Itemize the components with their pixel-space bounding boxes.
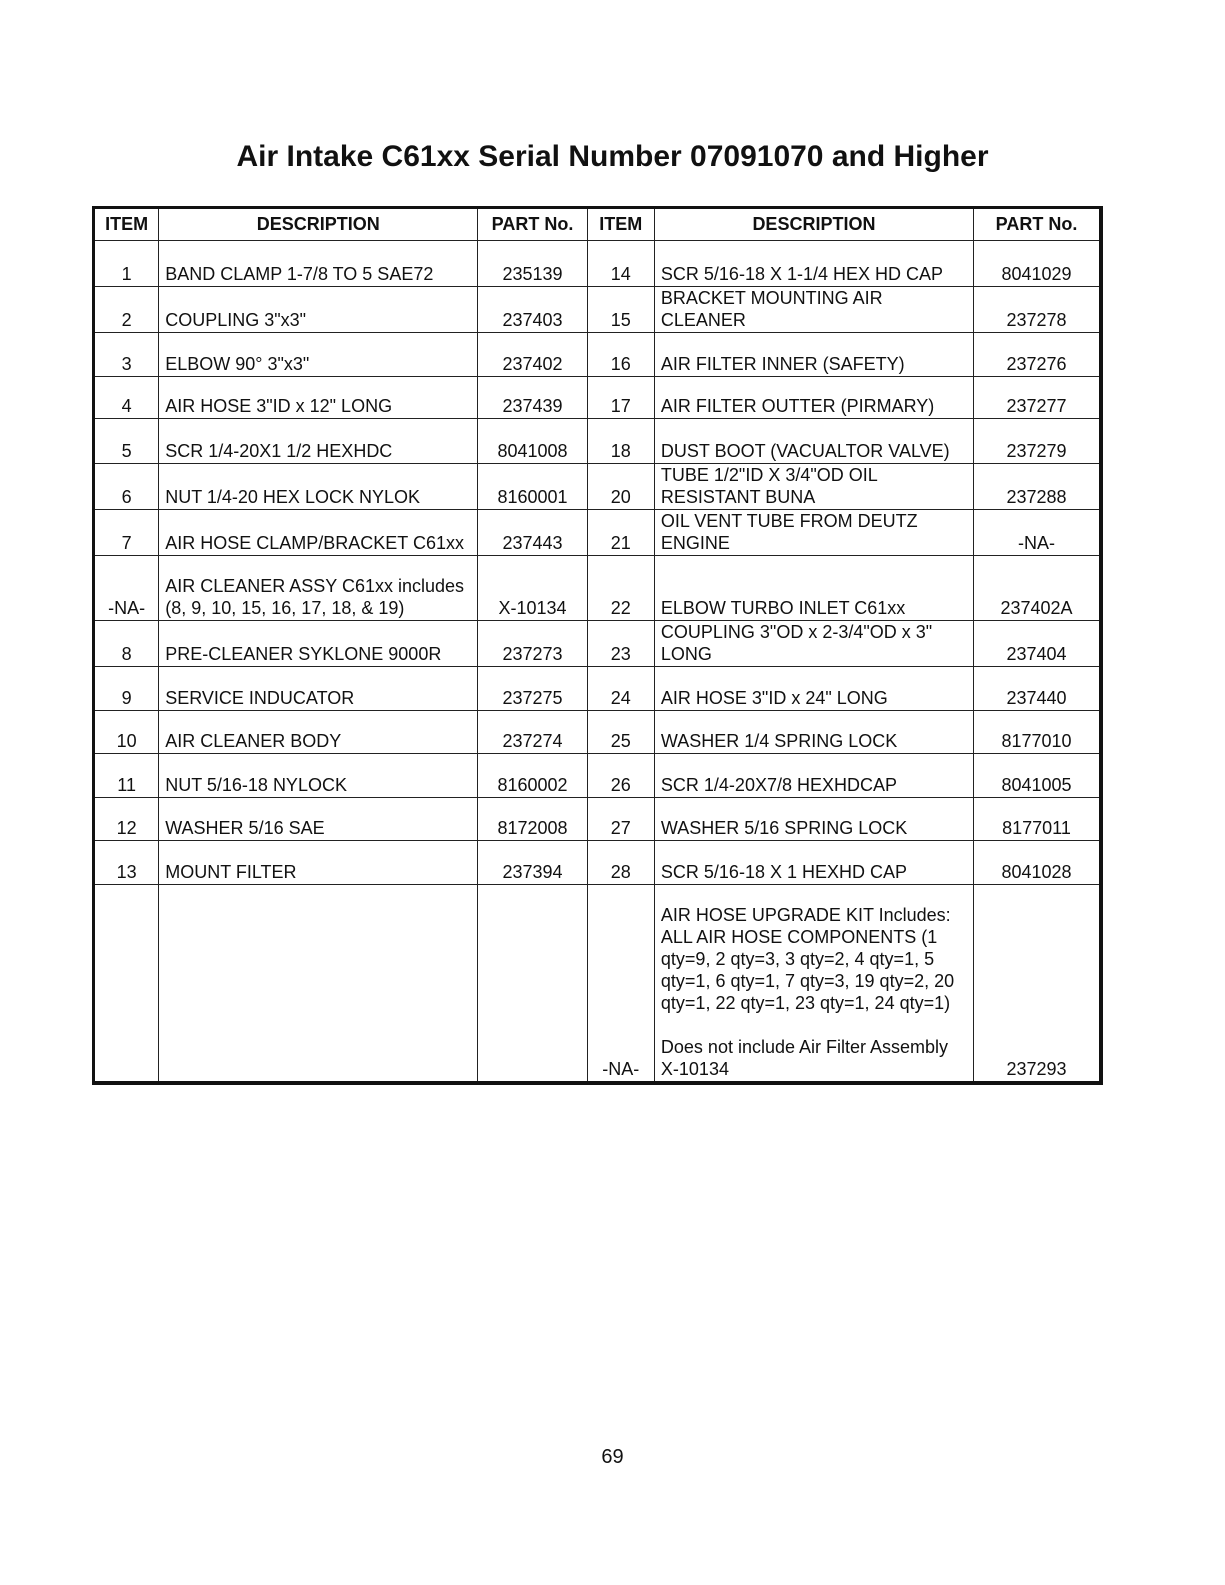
- description: MOUNT FILTER: [159, 841, 478, 885]
- table-row: [94, 464, 1102, 510]
- part-number: 237443: [478, 510, 587, 556]
- table-row: [94, 798, 1102, 841]
- part-number: 8160002: [478, 754, 587, 798]
- part-number: 237402A: [974, 556, 1102, 621]
- item-number: 2: [94, 287, 159, 333]
- item-number: 24: [587, 667, 654, 711]
- item-number: 16: [587, 333, 654, 377]
- table-row: [94, 510, 1102, 556]
- part-number: 237275: [478, 667, 587, 711]
- description: BAND CLAMP 1-7/8 TO 5 SAE72: [159, 241, 478, 287]
- item-number: 11: [94, 754, 159, 798]
- item-number: 3: [94, 333, 159, 377]
- part-number: 237404: [974, 621, 1102, 667]
- part-number: 237278: [974, 287, 1102, 333]
- part-number: 237277: [974, 377, 1102, 419]
- item-number: -NA-: [94, 556, 159, 621]
- item-number: 23: [587, 621, 654, 667]
- header-item: ITEM: [94, 208, 159, 241]
- part-number: 8041008: [478, 419, 587, 464]
- description: AIR CLEANER BODY: [159, 711, 478, 754]
- part-number: 237293: [974, 885, 1102, 1083]
- part-number: 8041005: [974, 754, 1102, 798]
- description: AIR HOSE 3"ID x 24" LONG: [654, 667, 973, 711]
- item-number: 9: [94, 667, 159, 711]
- table-row: [94, 711, 1102, 754]
- part-number: 237439: [478, 377, 587, 419]
- parts-table: [92, 206, 1103, 1085]
- part-number: 237402: [478, 333, 587, 377]
- table-header-row: [94, 208, 1102, 241]
- header-description: DESCRIPTION: [159, 208, 478, 241]
- header-part-no: PART No.: [478, 208, 587, 241]
- table-row: [94, 241, 1102, 287]
- header-item: ITEM: [587, 208, 654, 241]
- item-number: 18: [587, 419, 654, 464]
- part-number: 8177011: [974, 798, 1102, 841]
- part-number: 237288: [974, 464, 1102, 510]
- item-number: 12: [94, 798, 159, 841]
- item-number: 10: [94, 711, 159, 754]
- description: SERVICE INDUCATOR: [159, 667, 478, 711]
- item-number: 27: [587, 798, 654, 841]
- item-number: 8: [94, 621, 159, 667]
- header-description: DESCRIPTION: [654, 208, 973, 241]
- description: AIR FILTER OUTTER (PIRMARY): [654, 377, 973, 419]
- description: ELBOW TURBO INLET C61xx: [654, 556, 973, 621]
- table-row: [94, 754, 1102, 798]
- table-row: [94, 885, 1102, 1083]
- description: NUT 1/4-20 HEX LOCK NYLOK: [159, 464, 478, 510]
- description: COUPLING 3"x3": [159, 287, 478, 333]
- item-number: 1: [94, 241, 159, 287]
- table-row: [94, 287, 1102, 333]
- description: BRACKET MOUNTING AIR CLEANER: [654, 287, 973, 333]
- item-number: 5: [94, 419, 159, 464]
- part-number: 235139: [478, 241, 587, 287]
- part-number: 237273: [478, 621, 587, 667]
- part-number: 237440: [974, 667, 1102, 711]
- item-number: 28: [587, 841, 654, 885]
- table-row: [94, 841, 1102, 885]
- part-number: -NA-: [974, 510, 1102, 556]
- table-row: [94, 667, 1102, 711]
- description: PRE-CLEANER SYKLONE 9000R: [159, 621, 478, 667]
- part-number: 8160001: [478, 464, 587, 510]
- part-number: 237276: [974, 333, 1102, 377]
- table-row: [94, 377, 1102, 419]
- table-row: [94, 333, 1102, 377]
- part-number: 8041028: [974, 841, 1102, 885]
- table-row: [94, 419, 1102, 464]
- part-number: 237279: [974, 419, 1102, 464]
- item-number: [94, 885, 159, 1083]
- item-number: 4: [94, 377, 159, 419]
- description: SCR 5/16-18 X 1-1/4 HEX HD CAP: [654, 241, 973, 287]
- item-number: 6: [94, 464, 159, 510]
- description: OIL VENT TUBE FROM DEUTZ ENGINE: [654, 510, 973, 556]
- part-number: 237403: [478, 287, 587, 333]
- part-number: 8177010: [974, 711, 1102, 754]
- item-number: 7: [94, 510, 159, 556]
- description: COUPLING 3"OD x 2-3/4"OD x 3" LONG: [654, 621, 973, 667]
- description: NUT 5/16-18 NYLOCK: [159, 754, 478, 798]
- part-number: 8172008: [478, 798, 587, 841]
- description: DUST BOOT (VACUALTOR VALVE): [654, 419, 973, 464]
- item-number: 25: [587, 711, 654, 754]
- description: AIR FILTER INNER (SAFETY): [654, 333, 973, 377]
- item-number: 21: [587, 510, 654, 556]
- description: AIR HOSE 3"ID x 12" LONG: [159, 377, 478, 419]
- description: SCR 5/16-18 X 1 HEXHD CAP: [654, 841, 973, 885]
- description: SCR 1/4-20X7/8 HEXHDCAP: [654, 754, 973, 798]
- item-number: 13: [94, 841, 159, 885]
- item-number: 26: [587, 754, 654, 798]
- item-number: -NA-: [587, 885, 654, 1083]
- description: WASHER 5/16 SPRING LOCK: [654, 798, 973, 841]
- part-number: 8041029: [974, 241, 1102, 287]
- description: SCR 1/4-20X1 1/2 HEXHDC: [159, 419, 478, 464]
- item-number: 14: [587, 241, 654, 287]
- part-number: 237394: [478, 841, 587, 885]
- table-row: [94, 556, 1102, 621]
- page-number: 69: [601, 1446, 624, 1468]
- part-number: [478, 885, 587, 1083]
- part-number: X-10134: [478, 556, 587, 621]
- description: AIR HOSE CLAMP/BRACKET C61xx: [159, 510, 478, 556]
- table-row: [94, 621, 1102, 667]
- description: WASHER 1/4 SPRING LOCK: [654, 711, 973, 754]
- description: ELBOW 90° 3"x3": [159, 333, 478, 377]
- description: AIR HOSE UPGRADE KIT Includes: ALL AIR HOSE COMPONENTS (1 qty=9, 2 qty=3, 3 qty=2, 4 qty=1, 5 qty=1, 6 qty=1, 7 qty=3, 19 qty=2, 20 qty=1, 22 qty=1, 23 qty=1, 24 qty=1) Does not include Air Filter Assembly X-10134: [654, 885, 973, 1083]
- header-part-no: PART No.: [974, 208, 1102, 241]
- item-number: 20: [587, 464, 654, 510]
- item-number: 15: [587, 287, 654, 333]
- description: AIR CLEANER ASSY C61xx includes (8, 9, 10, 15, 16, 17, 18, & 19): [159, 556, 478, 621]
- page-title: Air Intake C61xx Serial Number 07091070 and Higher: [236, 140, 989, 173]
- item-number: 22: [587, 556, 654, 621]
- description: [159, 885, 478, 1083]
- description: TUBE 1/2"ID X 3/4"OD OIL RESISTANT BUNA: [654, 464, 973, 510]
- item-number: 17: [587, 377, 654, 419]
- part-number: 237274: [478, 711, 587, 754]
- description: WASHER 5/16 SAE: [159, 798, 478, 841]
